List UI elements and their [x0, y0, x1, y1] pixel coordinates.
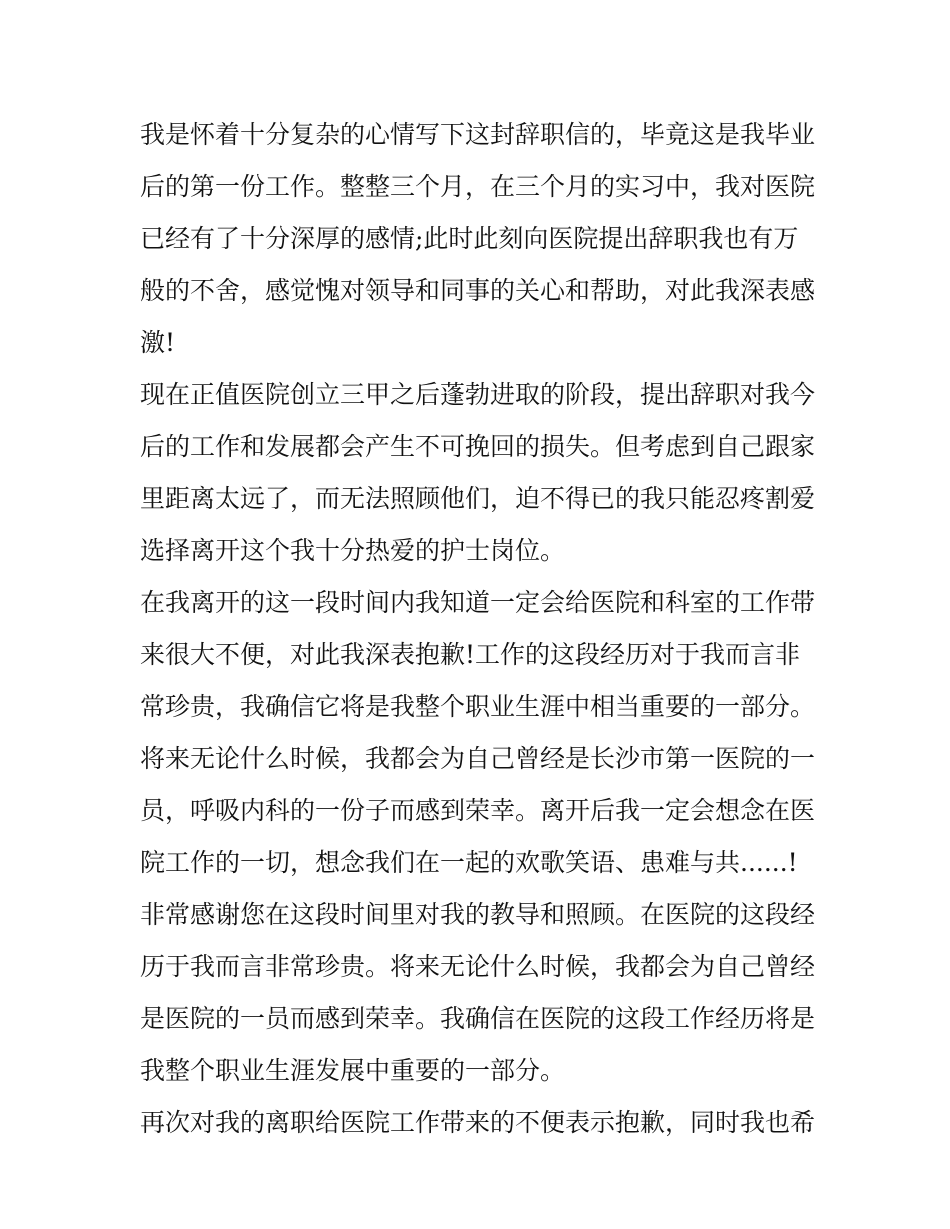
text-line: 员，呼吸内科的一份子而感到荣幸。离开后我一定会想念在医: [140, 796, 816, 825]
text-line: 非常感谢您在这段时间里对我的教导和照顾。在医院的这段经: [140, 900, 816, 929]
text-line: 我整个职业生涯发展中重要的一部分。: [140, 1056, 566, 1085]
text-line: 已经有了十分深厚的感情;此时此刻向医院提出辞职我也有万: [140, 224, 799, 253]
text-line: 院工作的一切，想念我们在一起的欢歌笑语、患难与共......!: [140, 848, 798, 877]
text-line: 常珍贵，我确信它将是我整个职业生涯中相当重要的一部分。: [140, 692, 816, 721]
text-line: 般的不舍，感觉愧对领导和同事的关心和帮助，对此我深表感: [140, 276, 816, 305]
letter-body: [140, 109, 820, 1149]
text-line: 在我离开的这一段时间内我知道一定会给医院和科室的工作带: [140, 588, 816, 617]
text-line: 历于我而言非常珍贵。将来无论什么时候，我都会为自己曾经: [140, 952, 816, 981]
text-line: 再次对我的离职给医院工作带来的不便表示抱歉，同时我也希: [140, 1108, 816, 1137]
text-line: 激!: [140, 328, 176, 357]
text-line: 是医院的一员而感到荣幸。我确信在医院的这段工作经历将是: [140, 1004, 816, 1033]
text-line: 选择离开这个我十分热爱的护士岗位。: [140, 536, 566, 565]
text-line: 后的第一份工作。整整三个月，在三个月的实习中，我对医院: [140, 172, 816, 201]
text-line: 现在正值医院创立三甲之后蓬勃进取的阶段，提出辞职对我今: [140, 380, 816, 409]
text-line: 后的工作和发展都会产生不可挽回的损失。但考虑到自己跟家: [140, 432, 816, 461]
text-line: 将来无论什么时候，我都会为自己曾经是长沙市第一医院的一: [140, 744, 816, 773]
text-line: 来很大不便，对此我深表抱歉!工作的这段经历对于我而言非: [140, 640, 801, 669]
text-line: 我是怀着十分复杂的心情写下这封辞职信的，毕竟这是我毕业: [140, 120, 816, 149]
text-line: 里距离太远了，而无法照顾他们，迫不得已的我只能忍疼割爱: [140, 484, 816, 513]
